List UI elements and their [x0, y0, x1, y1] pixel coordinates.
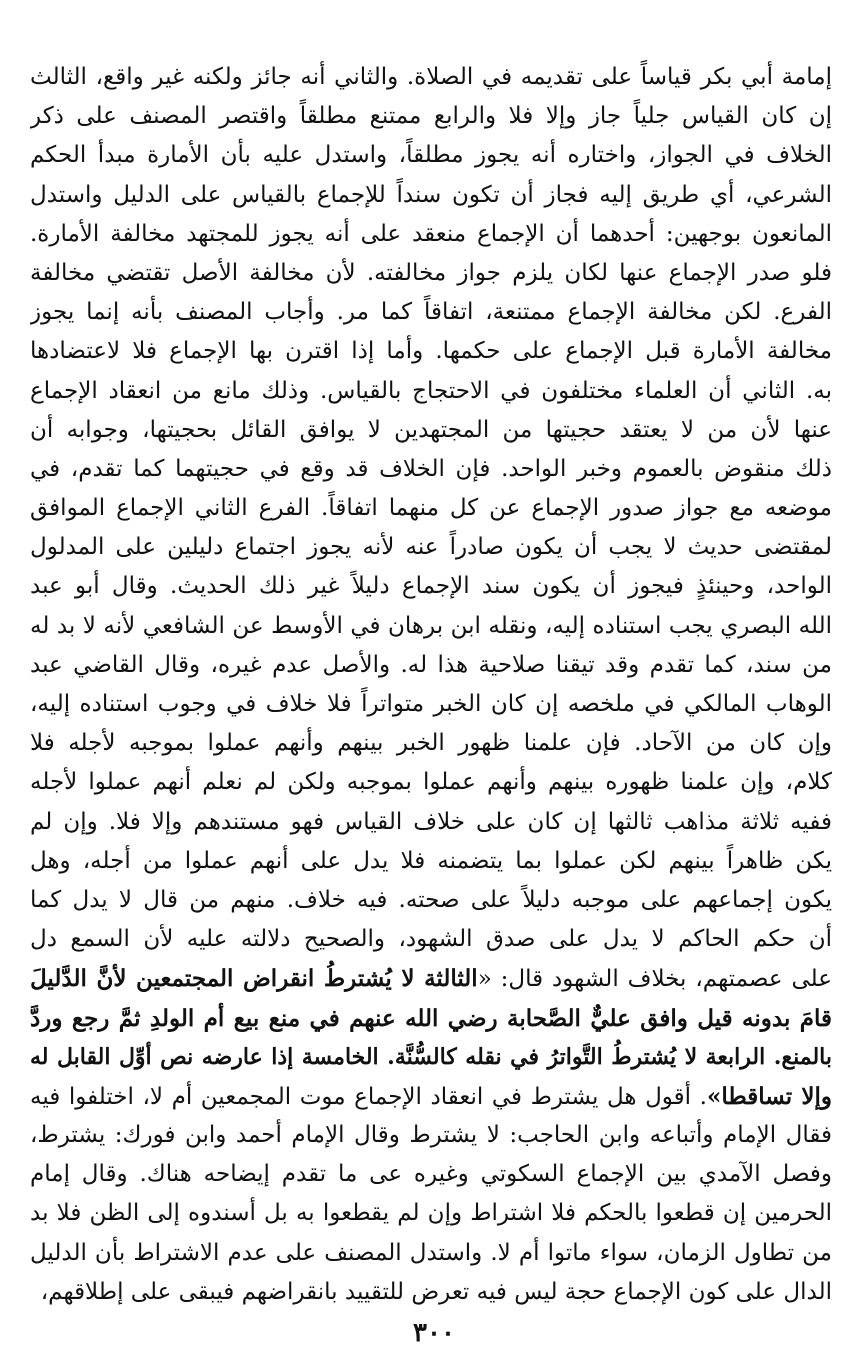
text-line: به. الثاني أن العلماء مختلفون في الاحتجاج بالقياس. وذلك مانع من انعقاد الإجماع: [30, 377, 832, 404]
text-line: لمقتضى حديث لا يجب أن يكون صادراً عنه لأنه يجوز اجتماع دليلين على المدلول: [30, 534, 832, 561]
text-line: فقال الإمام وأتباعه وابن الحاجب: لا يشترط وقال الإمام أحمد وابن فورك: يشترط،: [30, 1122, 832, 1149]
text-line: أن حكم الحاكم لا يدل على صدق الشهود، والصحيح دلالته عليه لأن السمع دل: [30, 926, 832, 953]
text-line: [30, 1077, 832, 1116]
text-line: الوهاب المالكي في ملخصه إن كان الخبر متواتراً فلا خلاف في وجوب استناده إليه،: [30, 691, 832, 717]
text-line: فلو صدر الإجماع عنها لكان يلزم جواز مخالفته. لأن مخالفة الأصل تقتضي مخالفة: [30, 259, 832, 286]
text-line: الشرعي، أي طريق إليه فجاز أن تكون سنداً للإجماع بالقياس على الدليل واستدل: [30, 181, 832, 208]
text-line: يكون إجماعهم على موجبه دليلاً على صحته. فيه خلاف. منهم من قال لا يدل كما: [30, 886, 832, 913]
text-line: الدال على كون الإجماع حجة ليس فيه تعرض للتقييد بانقراضهم فيبقى على إطلاقهم،: [40, 1278, 832, 1305]
text-line: عنها لأن من لا يعتقد حجيتها من المجتهدين لا يوافق القائل بحجيتها، وجوابه أن: [30, 416, 832, 443]
commentary-text: على عصمتهم، بخلاف الشهود قال: «: [477, 966, 832, 993]
text-line: [30, 999, 832, 1038]
bold-quote-text: وإلا تساقطا»: [706, 1082, 832, 1110]
text-line: الحرمين إن قطعوا بالحكم فلا اشتراط وإن لم يقطعوا به بل أسندوه إلى الظن فلا بد: [30, 1200, 832, 1227]
text-line: [30, 1038, 832, 1077]
text-line: وإن كان من الآحاد. فإن علمنا ظهور الخبر بينهم وأنهم عملوا بموجبه لأجله فلا: [30, 730, 832, 757]
text-line: من سند، كما تقدم وقد تيقنا صلاحية هذا له. والأصل عدم غيره، وقال القاضي عبد: [30, 651, 832, 678]
commentary-text: . أقول هل يشترط في انعقاد الإجماع موت المجمعين أم لا، اختلفوا فيه: [30, 1083, 707, 1110]
text-line: يكن ظاهراً بينهم لكن عملوا بما يتضمنه فلا يدل على أنهم عملوا من أجله، وهل: [30, 847, 832, 874]
text-line: [30, 959, 832, 998]
text-line: ذلك منقوض بالعموم وخبر الواحد. فإن الخلاف قد وقع في حجيتهما كما تقدم، في: [30, 455, 832, 482]
text-line: موضعه مع جواز صدور الإجماع عن كل منهما اتفاقاً. الفرع الثاني الإجماع الموافق: [30, 495, 832, 522]
bold-quote-text: الثالثة لا يُشترطُ انقراض المجتمعين لأنَّ الدَّليلَ: [30, 965, 478, 993]
page-number: ٣٠٠: [413, 1318, 455, 1348]
text-line: من تطاول الزمان، سواء ماتوا أم لا. واستدل المصنف على عدم الاشتراط بأن الدليل: [30, 1239, 832, 1266]
text-line: إمامة أبي بكر قياساً على تقديمه في الصلاة. والثاني أنه جائز ولكنه غير واقع، الثالث: [30, 64, 832, 90]
bold-quote-text: بالمنع. الرابعة لا يُشترطُ التَّواترُ في نقله كالسُّنَّة. الخامسة إذا عارضه نص أوِّل القابل له: [30, 1043, 832, 1070]
text-line: كلام، وإن علمنا ظهوره بينهم وأنهم عملوا بموجبه ولكن لم نعلم أنهم عملوا لأجله: [30, 769, 832, 796]
text-line: الخلاف في الجواز، واختاره أنه يجوز مطلقاً، واستدل عليه بأن الأمارة مبدأ الحكم: [30, 142, 832, 169]
text-line: ففيه ثلاثة مذاهب ثالثها إن كان على خلاف القياس فهو مستندهم وإلا فلا. وإن لم: [30, 808, 832, 835]
text-line: الواحد، وحينئذٍ فيجوز أن يكون سند الإجماع دليلاً غير ذلك الحديث. وقال أبو عبد: [30, 573, 832, 600]
text-line: مخالفة الأمارة قبل الإجماع على حكمها. وأما إذا اقترن بها الإجماع فلا لاعتضادها: [30, 338, 832, 365]
text-line: المانعون بوجهين: أحدهما أن الإجماع منعقد على أنه يجوز للمجتهد مخالفة الأمارة.: [30, 220, 832, 247]
text-line: الله البصري يجب استناده إليه، ونقله ابن برهان في الأوسط عن الشافعي لأنه لا بد له: [30, 612, 832, 639]
text-line: وفصل الآمدي بين الإجماع السكوتي وغيره عى ما تقدم إيضاحه هناك. وقال إمام: [30, 1161, 832, 1188]
body-text: [30, 58, 832, 1312]
bold-quote-text: قامَ بدونه قيل وافق عليٌّ الصَّحابة رضي الله عنهم في منع بيع أم الولدِ ثمَّ رجع وردَّ: [30, 1004, 832, 1032]
text-line: الفرع. لكن مخالفة الإجماع ممتنعة، اتفاقاً كما مر. وأجاب المصنف بأنه إنما يجوز: [30, 299, 832, 326]
text-line: إن كان القياس جلياً جاز وإلا فلا والرابع ممتنع مطلقاً واقتصر المصنف على ذكر: [30, 103, 832, 130]
